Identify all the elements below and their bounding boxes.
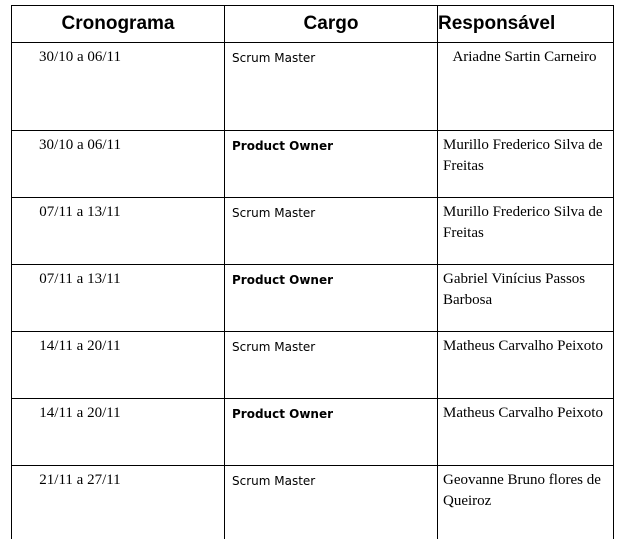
header-row (12, 6, 614, 43)
table-row (12, 265, 614, 332)
schedule-table (11, 5, 614, 539)
period-cell: 21/11 a 27/11 (12, 466, 225, 539)
responsible-cell: Matheus Carvalho Peixoto (438, 399, 614, 466)
responsible-cell: Ariadne Sartin Carneiro (438, 43, 614, 131)
role-cell: Scrum Master (225, 198, 438, 265)
table-row (12, 131, 614, 198)
period-cell: 07/11 a 13/11 (12, 198, 225, 265)
table-row (12, 466, 614, 539)
header-schedule: Cronograma (12, 6, 225, 43)
header-responsible: Responsável (438, 6, 614, 43)
table-row (12, 43, 614, 131)
role-cell: Scrum Master (225, 466, 438, 539)
role-cell: Product Owner (225, 399, 438, 466)
role-cell: Product Owner (225, 265, 438, 332)
responsible-cell: Murillo Frederico Silva de Freitas (438, 131, 614, 198)
responsible-cell: Gabriel Vinícius Passos Barbosa (438, 265, 614, 332)
period-cell: 30/10 a 06/11 (12, 131, 225, 198)
role-cell: Product Owner (225, 131, 438, 198)
table-row (12, 332, 614, 399)
period-cell: 07/11 a 13/11 (12, 265, 225, 332)
period-cell: 30/10 a 06/11 (12, 43, 225, 131)
responsible-cell: Murillo Frederico Silva de Freitas (438, 198, 614, 265)
role-cell: Scrum Master (225, 332, 438, 399)
responsible-cell: Matheus Carvalho Peixoto (438, 332, 614, 399)
header-role: Cargo (225, 6, 438, 43)
table-row (12, 399, 614, 466)
table-row (12, 198, 614, 265)
role-cell: Scrum Master (225, 43, 438, 131)
period-cell: 14/11 a 20/11 (12, 399, 225, 466)
responsible-cell: Geovanne Bruno flores de Queiroz (438, 466, 614, 539)
period-cell: 14/11 a 20/11 (12, 332, 225, 399)
